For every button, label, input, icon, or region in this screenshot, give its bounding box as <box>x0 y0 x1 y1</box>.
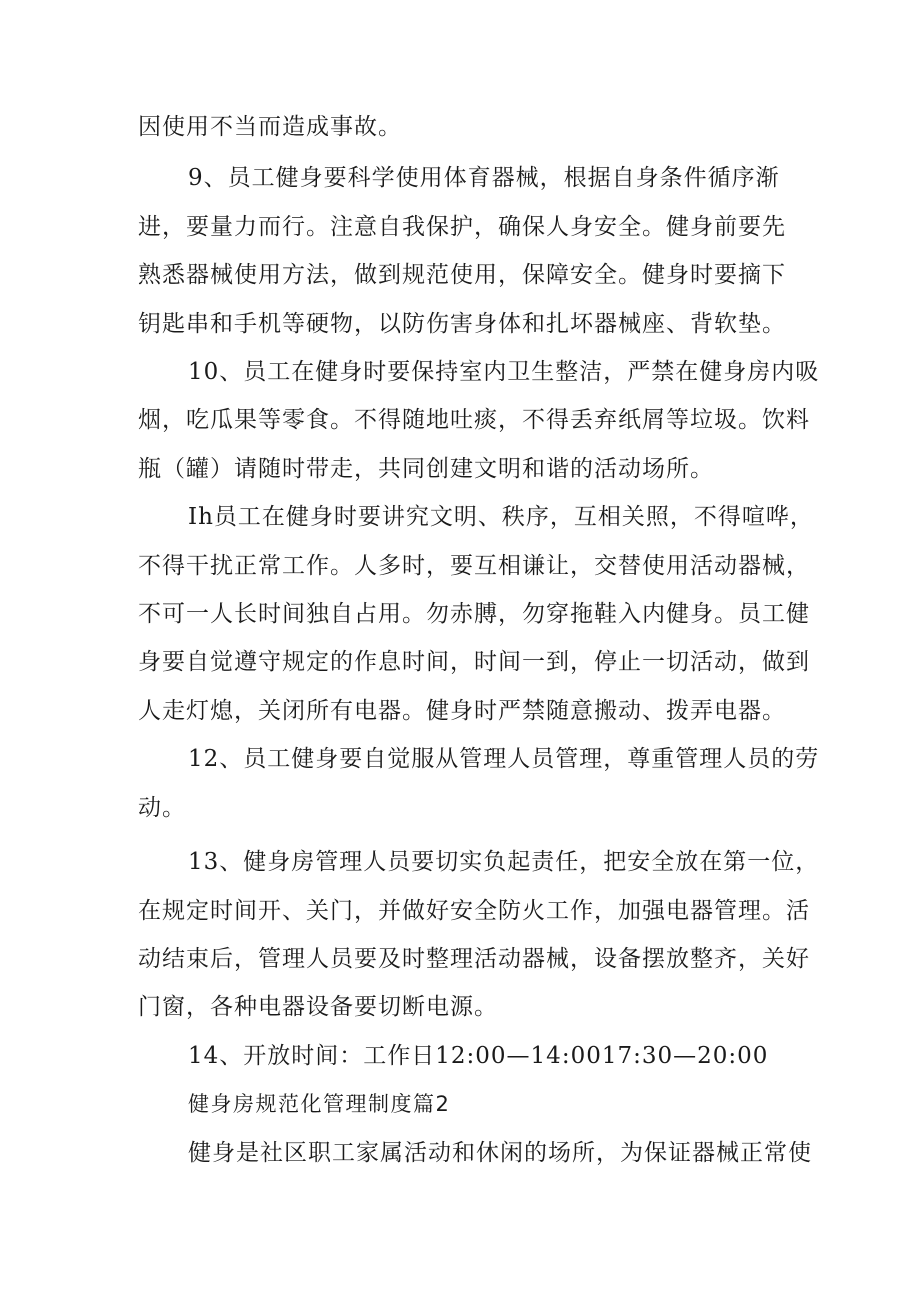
text-line-3: 进，要量力而行。注意自我保护，确保人身安全。健身前要先 <box>138 214 786 240</box>
text-line-22: 健身是社区职工家属活动和休闲的场所，为保证器械正常使 <box>188 1140 812 1166</box>
text-line-1: 因使用不当而造成事故。 <box>138 114 402 140</box>
text-line-19: 门窗，各种电器设备要切断电源。 <box>138 994 498 1020</box>
text-line-13: 人走灯熄，关闭所有电器。健身时严禁随意搬动、拨弄电器。 <box>138 698 786 724</box>
text-line-11: 不可一人长时间独自占用。勿赤膊，勿穿拖鞋入内健身。员工健 <box>138 601 810 627</box>
text-line-17: 在规定时间开、关门，并做好安全防火工作，加强电器管理。活 <box>138 898 810 924</box>
text-line-2: 9、员工健身要科学使用体育器械，根据自身条件循序渐 <box>188 165 780 191</box>
text-line-6: 10、员工在健身时要保持室内卫生整洁，严禁在健身房内吸 <box>188 359 820 385</box>
text-line-8: 瓶（罐）请随时带走，共同创建文明和谐的活动场所。 <box>138 456 714 482</box>
text-line-4: 熟悉器械使用方法，做到规范使用，保障安全。健身时要摘下 <box>138 262 786 288</box>
text-line-7: 烟，吃瓜果等零食。不得随地吐痰，不得丢弃纸屑等垃圾。饮料 <box>138 407 810 433</box>
text-line-5: 钥匙串和手机等硬物，以防伤害身体和扎坏器械座、背软垫。 <box>138 311 786 337</box>
text-line-9: Ih员工在健身时要讲究文明、秩序，互相关照，不得喧哗， <box>188 504 814 530</box>
text-line-15: 动。 <box>138 795 186 821</box>
text-line-14: 12、员工健身要自觉服从管理人员管理，尊重管理人员的劳 <box>188 746 820 772</box>
text-line-18: 动结束后，管理人员要及时整理活动器械，设备摆放整齐，关好 <box>138 946 810 972</box>
section-title: 健身房规范化管理制度篇2 <box>188 1092 451 1116</box>
text-line-20: 14、开放时间：工作日12:00—14:0017:30—20:00 <box>188 1043 769 1069</box>
text-line-16: 13、健身房管理人员要切实负起责任，把安全放在第一位， <box>188 849 820 875</box>
text-line-10: 不得干扰正常工作。人多时，要互相谦让，交替使用活动器械， <box>138 553 810 579</box>
text-line-12: 身要自觉遵守规定的作息时间，时间一到，停止一切活动，做到 <box>138 649 810 675</box>
